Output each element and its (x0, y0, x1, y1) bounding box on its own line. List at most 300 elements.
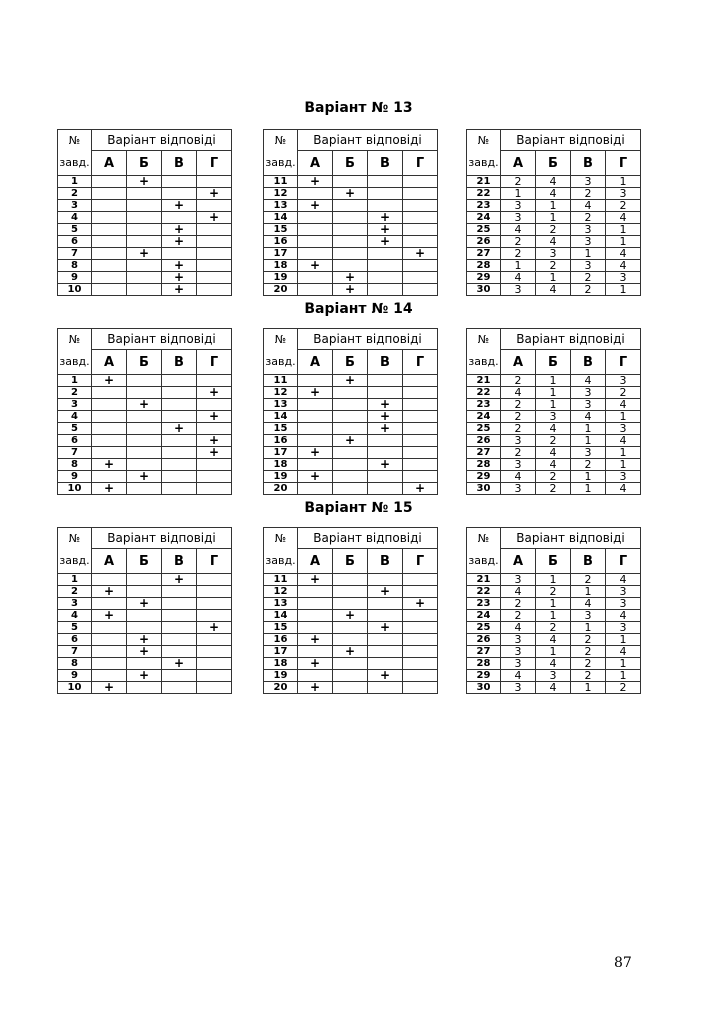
answer-cell (298, 188, 333, 200)
answer-cell (368, 682, 403, 694)
answer-cell (333, 622, 368, 634)
answer-mark: + (127, 399, 162, 411)
table-row (467, 682, 641, 694)
task-number: 15 (264, 423, 298, 435)
answer-cell (197, 236, 232, 248)
answer-mark: + (197, 411, 232, 423)
answer-cell (403, 646, 438, 658)
answer-mark: + (92, 483, 127, 495)
task-number: 10 (58, 682, 92, 694)
answer-cell: 1 (536, 610, 571, 622)
table-row (467, 459, 641, 471)
table-row (264, 447, 438, 459)
answer-mark: + (368, 586, 403, 598)
answer-cell: 1 (536, 200, 571, 212)
answer-cell (162, 176, 197, 188)
option-column-header: Г (403, 151, 438, 176)
table-row (467, 586, 641, 598)
table-row (467, 423, 641, 435)
answer-cell (92, 646, 127, 658)
answer-mark: + (368, 670, 403, 682)
answer-mark: + (162, 284, 197, 296)
answer-cell: 3 (571, 176, 606, 188)
answer-cell (403, 471, 438, 483)
option-column-header: Г (403, 350, 438, 375)
answer-cell (333, 224, 368, 236)
option-column-header: Б (127, 549, 162, 574)
answer-cell (368, 574, 403, 586)
answer-cell: 2 (536, 435, 571, 447)
answer-cell (127, 658, 162, 670)
answer-cell (368, 483, 403, 495)
table-row (58, 622, 232, 634)
task-number: 1 (58, 176, 92, 188)
task-number: 7 (58, 248, 92, 260)
table-row (264, 622, 438, 634)
answer-mark: + (127, 248, 162, 260)
task-number: 30 (467, 682, 501, 694)
table-row (58, 272, 232, 284)
answer-mark: + (368, 423, 403, 435)
table-row (467, 447, 641, 459)
table-row (467, 188, 641, 200)
task-number: 14 (264, 411, 298, 423)
option-column-header: Б (333, 549, 368, 574)
answer-cell (92, 188, 127, 200)
answer-cell (368, 447, 403, 459)
answer-table (466, 527, 641, 694)
answer-cell: 2 (536, 586, 571, 598)
answer-cell: 3 (571, 610, 606, 622)
answer-cell (162, 610, 197, 622)
answer-cell: 3 (501, 634, 536, 646)
table-row (58, 471, 232, 483)
option-column-header: А (298, 151, 333, 176)
table-row (264, 471, 438, 483)
answer-mark: + (298, 176, 333, 188)
task-number: 18 (264, 459, 298, 471)
task-number: 21 (467, 574, 501, 586)
option-column-header: А (501, 151, 536, 176)
answer-cell (92, 200, 127, 212)
table-row (467, 236, 641, 248)
answer-cell (127, 284, 162, 296)
task-number: 29 (467, 272, 501, 284)
table-row (467, 212, 641, 224)
task-number: 25 (467, 423, 501, 435)
task-number: 22 (467, 387, 501, 399)
answer-mark: + (162, 658, 197, 670)
task-number: 26 (467, 435, 501, 447)
task-number: 13 (264, 399, 298, 411)
answer-cell (127, 610, 162, 622)
answer-cell: 3 (501, 435, 536, 447)
answer-cell (368, 188, 403, 200)
answer-cell (197, 598, 232, 610)
answer-mark: + (298, 200, 333, 212)
table-row (264, 375, 438, 387)
answer-cell: 1 (536, 399, 571, 411)
answer-cell (298, 284, 333, 296)
task-number: 3 (58, 200, 92, 212)
answer-cell: 2 (501, 447, 536, 459)
table-row (58, 634, 232, 646)
answer-cell (92, 248, 127, 260)
answer-cell (298, 622, 333, 634)
task-number: 11 (264, 375, 298, 387)
task-number-header: № (58, 528, 92, 549)
answer-cell: 4 (501, 471, 536, 483)
answer-cell: 1 (501, 260, 536, 272)
answer-cell (197, 423, 232, 435)
table-row (264, 574, 438, 586)
task-number: 11 (264, 176, 298, 188)
task-number: 6 (58, 236, 92, 248)
answer-mark: + (333, 284, 368, 296)
answer-cell: 3 (501, 284, 536, 296)
task-number: 28 (467, 459, 501, 471)
answer-cell: 1 (606, 447, 641, 459)
answer-mark: + (127, 598, 162, 610)
answer-mark: + (127, 176, 162, 188)
task-label-header: завд. (264, 151, 298, 176)
answer-cell: 3 (501, 483, 536, 495)
answer-cell: 1 (606, 670, 641, 682)
answer-mark: + (403, 248, 438, 260)
task-number-header: № (58, 130, 92, 151)
answer-cell (333, 471, 368, 483)
answer-mark: + (92, 459, 127, 471)
answer-cell: 3 (501, 646, 536, 658)
answer-cell (333, 459, 368, 471)
table-row (264, 658, 438, 670)
answer-cell: 3 (501, 574, 536, 586)
answer-cell (197, 586, 232, 598)
task-number: 11 (264, 574, 298, 586)
table-row (467, 260, 641, 272)
task-number: 4 (58, 212, 92, 224)
task-number: 26 (467, 236, 501, 248)
answer-cell (333, 483, 368, 495)
answer-cell (333, 682, 368, 694)
task-number: 9 (58, 670, 92, 682)
answer-cell (368, 598, 403, 610)
task-number: 21 (467, 375, 501, 387)
task-number: 7 (58, 646, 92, 658)
answer-cell (298, 598, 333, 610)
answer-cell (127, 411, 162, 423)
task-number: 30 (467, 483, 501, 495)
answer-cell (197, 260, 232, 272)
answer-cell (333, 200, 368, 212)
table-row (467, 471, 641, 483)
answer-cell (368, 658, 403, 670)
answer-cell (298, 411, 333, 423)
table-row (58, 212, 232, 224)
answer-cell (333, 447, 368, 459)
answer-mark: + (298, 471, 333, 483)
table-row (58, 598, 232, 610)
answer-cell: 3 (501, 200, 536, 212)
answer-cell (197, 272, 232, 284)
answer-cell: 3 (571, 399, 606, 411)
answer-cell (403, 423, 438, 435)
answer-cell (92, 224, 127, 236)
answer-cell (298, 236, 333, 248)
table-row (58, 483, 232, 495)
answer-cell (403, 212, 438, 224)
answer-cell: 4 (501, 622, 536, 634)
table-row (467, 399, 641, 411)
task-number: 17 (264, 248, 298, 260)
answer-cell (127, 459, 162, 471)
answer-cell: 4 (536, 447, 571, 459)
answer-cell (298, 646, 333, 658)
option-column-header: А (501, 350, 536, 375)
answer-cell: 2 (606, 387, 641, 399)
variant-title: Варіант № 14 (304, 301, 413, 317)
task-number-header: № (467, 130, 501, 151)
answer-cell: 4 (606, 610, 641, 622)
task-number: 3 (58, 598, 92, 610)
answer-cell (368, 272, 403, 284)
task-number-header: № (467, 329, 501, 350)
answer-cell (333, 670, 368, 682)
answer-cell: 4 (606, 248, 641, 260)
answer-cell: 4 (571, 411, 606, 423)
answer-cell (162, 411, 197, 423)
answer-cell (368, 260, 403, 272)
answer-mark: + (368, 411, 403, 423)
task-number-header: № (264, 528, 298, 549)
answer-mark: + (162, 200, 197, 212)
answer-cell: 2 (606, 682, 641, 694)
page-number: 87 (614, 955, 632, 971)
answer-cell (162, 586, 197, 598)
answer-mark: + (127, 646, 162, 658)
answer-cell (92, 622, 127, 634)
option-column-header: Б (536, 549, 571, 574)
task-number: 12 (264, 188, 298, 200)
answer-cell: 2 (501, 399, 536, 411)
answer-cell (403, 459, 438, 471)
answer-cell: 2 (501, 598, 536, 610)
answer-cell (127, 423, 162, 435)
answer-cell: 1 (571, 423, 606, 435)
answer-cell (403, 272, 438, 284)
table-row (467, 646, 641, 658)
table-row (264, 399, 438, 411)
answer-cell (197, 399, 232, 411)
table-row (467, 248, 641, 260)
task-number: 25 (467, 224, 501, 236)
answer-cell (92, 284, 127, 296)
answer-cell: 1 (571, 586, 606, 598)
answer-cell (92, 435, 127, 447)
option-column-header: Г (197, 151, 232, 176)
answer-cell (92, 471, 127, 483)
task-number: 15 (264, 622, 298, 634)
option-column-header: А (92, 350, 127, 375)
answer-cell: 3 (536, 670, 571, 682)
table-row (264, 435, 438, 447)
answer-cell (368, 176, 403, 188)
answer-options-header: Варіант відповіді (92, 329, 232, 350)
answer-cell (127, 387, 162, 399)
option-column-header: Г (606, 350, 641, 375)
answer-mark: + (368, 236, 403, 248)
task-number: 2 (58, 188, 92, 200)
answer-cell (403, 574, 438, 586)
answer-cell (127, 483, 162, 495)
option-column-header: Г (403, 549, 438, 574)
answer-cell: 2 (606, 200, 641, 212)
option-column-header: А (92, 549, 127, 574)
answer-mark: + (162, 236, 197, 248)
answer-cell: 1 (571, 248, 606, 260)
answer-cell (368, 387, 403, 399)
answer-options-header: Варіант відповіді (501, 130, 641, 151)
answer-cell: 4 (606, 646, 641, 658)
answer-table (466, 129, 641, 296)
answer-cell (92, 387, 127, 399)
table-row (58, 574, 232, 586)
option-column-header: В (368, 151, 403, 176)
answer-cell (333, 658, 368, 670)
option-column-header: Б (127, 151, 162, 176)
task-number: 21 (467, 176, 501, 188)
option-column-header: А (92, 151, 127, 176)
task-number: 5 (58, 622, 92, 634)
answer-cell: 4 (501, 224, 536, 236)
answer-cell (197, 483, 232, 495)
table-row (58, 387, 232, 399)
answer-cell: 4 (536, 634, 571, 646)
answer-cell: 4 (501, 670, 536, 682)
answer-cell: 3 (606, 598, 641, 610)
answer-cell (162, 375, 197, 387)
answer-cell (197, 200, 232, 212)
answer-cell: 4 (606, 399, 641, 411)
table-row (264, 176, 438, 188)
answer-cell: 2 (571, 634, 606, 646)
option-column-header: Г (606, 151, 641, 176)
answer-cell: 2 (501, 248, 536, 260)
answer-cell (92, 658, 127, 670)
answer-cell (162, 399, 197, 411)
answer-cell (403, 375, 438, 387)
answer-cell: 4 (571, 375, 606, 387)
answer-cell (197, 658, 232, 670)
answer-cell (298, 459, 333, 471)
answer-cell (92, 423, 127, 435)
answer-options-header: Варіант відповіді (92, 130, 232, 151)
task-number: 27 (467, 447, 501, 459)
answer-cell (333, 387, 368, 399)
answer-cell (197, 459, 232, 471)
answer-mark: + (368, 399, 403, 411)
answer-cell: 1 (571, 471, 606, 483)
task-number: 13 (264, 200, 298, 212)
answer-cell: 2 (501, 423, 536, 435)
answer-cell: 1 (606, 236, 641, 248)
task-number: 2 (58, 387, 92, 399)
answer-cell (127, 622, 162, 634)
answer-cell (368, 375, 403, 387)
answer-cell (403, 670, 438, 682)
answer-cell: 4 (606, 435, 641, 447)
answer-cell: 1 (536, 272, 571, 284)
answer-cell: 2 (571, 284, 606, 296)
option-column-header: В (368, 549, 403, 574)
task-number: 1 (58, 574, 92, 586)
answer-cell: 1 (536, 574, 571, 586)
answer-cell (92, 399, 127, 411)
task-number: 24 (467, 212, 501, 224)
table-row (467, 224, 641, 236)
answer-cell (333, 212, 368, 224)
task-number: 5 (58, 423, 92, 435)
table-row (467, 658, 641, 670)
answer-mark: + (298, 634, 333, 646)
task-number: 6 (58, 435, 92, 447)
answer-cell (92, 670, 127, 682)
answer-cell (162, 646, 197, 658)
answer-cell (368, 471, 403, 483)
answer-cell: 2 (501, 176, 536, 188)
answer-cell (127, 586, 162, 598)
task-number: 27 (467, 248, 501, 260)
table-row (58, 586, 232, 598)
task-number: 28 (467, 658, 501, 670)
task-number: 16 (264, 634, 298, 646)
table-row (264, 272, 438, 284)
task-number: 17 (264, 646, 298, 658)
table-row (467, 483, 641, 495)
answer-cell: 1 (501, 188, 536, 200)
answer-cell (197, 682, 232, 694)
answer-cell (162, 622, 197, 634)
variant-title: Варіант № 13 (304, 100, 413, 116)
table-row (264, 284, 438, 296)
task-number: 19 (264, 670, 298, 682)
answer-cell: 4 (536, 658, 571, 670)
answer-mark: + (197, 622, 232, 634)
answer-cell: 1 (571, 435, 606, 447)
answer-cell (162, 471, 197, 483)
table-row (264, 682, 438, 694)
option-column-header: Б (333, 350, 368, 375)
answer-mark: + (298, 387, 333, 399)
answer-cell (298, 483, 333, 495)
answer-cell: 1 (536, 598, 571, 610)
task-number: 19 (264, 272, 298, 284)
table-row (58, 200, 232, 212)
task-number: 24 (467, 411, 501, 423)
answer-cell (368, 200, 403, 212)
answer-cell (162, 248, 197, 260)
task-number: 13 (264, 598, 298, 610)
answer-cell (403, 586, 438, 598)
answer-cell: 4 (536, 176, 571, 188)
table-row (58, 284, 232, 296)
answer-mark: + (403, 483, 438, 495)
answer-cell (298, 670, 333, 682)
answer-cell: 1 (606, 224, 641, 236)
answer-cell (403, 188, 438, 200)
answer-cell: 3 (606, 423, 641, 435)
answer-mark: + (368, 459, 403, 471)
